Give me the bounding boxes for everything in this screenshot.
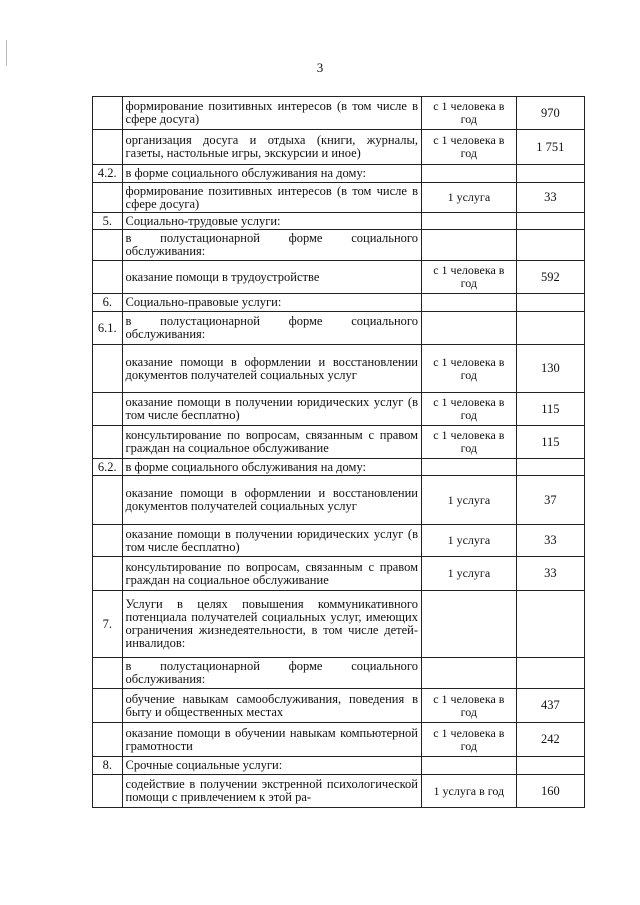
tariff-value: 33 (516, 525, 584, 557)
row-number (93, 658, 123, 689)
tariff-value: 33 (516, 183, 584, 213)
row-number: 5. (93, 213, 123, 230)
unit-cell: с 1 человека в год (422, 723, 517, 757)
unit-cell: с 1 человека в год (422, 130, 517, 165)
table-row (93, 165, 585, 183)
service-name: оказание помощи в оформлении и восстановлении документов получателей социальных услуг (122, 345, 421, 393)
table-row (93, 476, 585, 525)
service-name: консультирование по вопросам, связанным с правом граждан на социальное обслуживание (122, 557, 421, 591)
table-row (93, 261, 585, 294)
service-name: в полустационарной форме социального обслуживания: (122, 230, 421, 261)
service-name: в форме социального обслуживания на дому: (122, 459, 421, 476)
unit-cell (422, 591, 517, 658)
unit-cell: с 1 человека в год (422, 97, 517, 130)
table-row (93, 525, 585, 557)
tariff-value: 160 (516, 775, 584, 808)
row-number (93, 261, 123, 294)
tariff-value: 1 751 (516, 130, 584, 165)
row-number (93, 230, 123, 261)
unit-cell: 1 услуга в год (422, 775, 517, 808)
service-name: оказание помощи в получении юридических услуг (в том числе бесплатно) (122, 525, 421, 557)
table-row (93, 689, 585, 723)
unit-cell: с 1 человека в год (422, 689, 517, 723)
table-row (93, 312, 585, 345)
service-name: в форме социального обслуживания на дому: (122, 165, 421, 183)
row-number: 6. (93, 294, 123, 312)
unit-cell (422, 230, 517, 261)
service-name: организация досуга и отдыха (книги, журналы, газеты, настольные игры, экскурсии и иное) (122, 130, 421, 165)
unit-cell: 1 услуга (422, 183, 517, 213)
tariff-value (516, 591, 584, 658)
tariff-value (516, 658, 584, 689)
unit-cell (422, 165, 517, 183)
table-row (93, 230, 585, 261)
table-row (93, 130, 585, 165)
service-name: формирование позитивных интересов (в том числе в сфере досуга) (122, 97, 421, 130)
service-name: оказание помощи в обучении навыкам компьютерной грамотности (122, 723, 421, 757)
service-name: в полустационарной форме социального обслуживания: (122, 658, 421, 689)
service-name: Срочные социальные услуги: (122, 757, 421, 775)
tariff-value: 33 (516, 557, 584, 591)
tariff-value (516, 230, 584, 261)
service-name: содействие в получении экстренной психологической помощи с привлечением к этой ра- (122, 775, 421, 808)
tariff-value (516, 312, 584, 345)
table-row (93, 557, 585, 591)
tariff-value (516, 165, 584, 183)
tariff-value: 115 (516, 426, 584, 459)
table-row (93, 294, 585, 312)
unit-cell (422, 312, 517, 345)
table-row (93, 213, 585, 230)
row-number: 7. (93, 591, 123, 658)
unit-cell (422, 213, 517, 230)
tariff-value: 37 (516, 476, 584, 525)
row-number (93, 426, 123, 459)
tariff-value (516, 459, 584, 476)
unit-cell: с 1 человека в год (422, 261, 517, 294)
row-number (93, 689, 123, 723)
service-name: оказание помощи в трудоустройстве (122, 261, 421, 294)
table-row (93, 426, 585, 459)
table-row (93, 183, 585, 213)
service-name: Услуги в целях повышения коммуникативного потенциала получателей социальных услуг, имеющих ограничения жизнедеятельности, в том числе детей-инвалидов: (122, 591, 421, 658)
tariff-value: 592 (516, 261, 584, 294)
service-name: консультирование по вопросам, связанным с правом граждан на социальное обслуживание (122, 426, 421, 459)
row-number (93, 525, 123, 557)
row-number (93, 775, 123, 808)
row-number: 6.2. (93, 459, 123, 476)
row-number: 4.2. (93, 165, 123, 183)
table-row (93, 97, 585, 130)
table-row (93, 459, 585, 476)
service-name: оказание помощи в оформлении и восстановлении документов получателей социальных услуг (122, 476, 421, 525)
tariff-value (516, 294, 584, 312)
unit-cell: с 1 человека в год (422, 345, 517, 393)
table-row (93, 723, 585, 757)
table-row (93, 658, 585, 689)
row-number (93, 723, 123, 757)
unit-cell: 1 услуга (422, 476, 517, 525)
table-row (93, 775, 585, 808)
table-row (93, 591, 585, 658)
unit-cell: с 1 человека в год (422, 393, 517, 426)
table-row (93, 345, 585, 393)
unit-cell (422, 658, 517, 689)
row-number (93, 393, 123, 426)
row-number (93, 97, 123, 130)
service-name: Социально-трудовые услуги: (122, 213, 421, 230)
row-number (93, 130, 123, 165)
unit-cell (422, 459, 517, 476)
service-name: обучение навыкам самообслуживания, поведения в быту и общественных местах (122, 689, 421, 723)
row-number (93, 476, 123, 525)
page-number: 3 (316, 60, 324, 75)
row-number (93, 183, 123, 213)
row-number (93, 345, 123, 393)
service-name: оказание помощи в получении юридических услуг (в том числе бесплатно) (122, 393, 421, 426)
unit-cell (422, 757, 517, 775)
tariff-value: 115 (516, 393, 584, 426)
tariff-value (516, 213, 584, 230)
unit-cell: 1 услуга (422, 525, 517, 557)
tariff-value (516, 757, 584, 775)
table-row (93, 757, 585, 775)
tariff-value: 970 (516, 97, 584, 130)
unit-cell (422, 294, 517, 312)
row-number: 6.1. (93, 312, 123, 345)
row-number (93, 557, 123, 591)
table-row (93, 393, 585, 426)
service-name: формирование позитивных интересов (в том числе в сфере досуга) (122, 183, 421, 213)
tariff-value: 437 (516, 689, 584, 723)
tariff-value: 130 (516, 345, 584, 393)
unit-cell: с 1 человека в год (422, 426, 517, 459)
tariff-value: 242 (516, 723, 584, 757)
row-number: 8. (93, 757, 123, 775)
services-tariff-table (92, 96, 585, 808)
unit-cell: 1 услуга (422, 557, 517, 591)
service-name: Социально-правовые услуги: (122, 294, 421, 312)
service-name: в полустационарной форме социального обслуживания: (122, 312, 421, 345)
